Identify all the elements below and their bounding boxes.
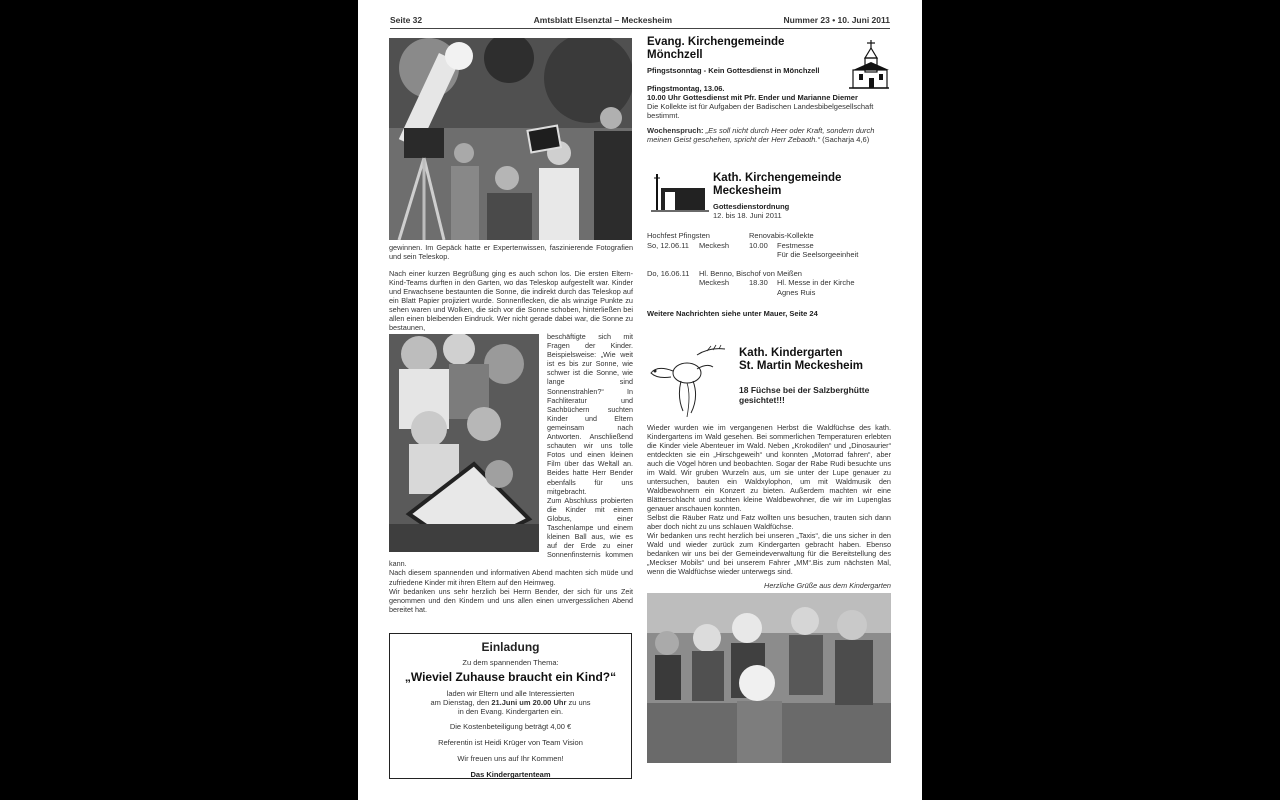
kiga-text-2: Selbst die Räuber Ratz und Fatz wollten uns besuchen, trauten sich dann aber doch nicht zu uns schlauen Waldfüchse.	[647, 513, 891, 531]
schedule-row	[647, 250, 891, 260]
wochenspruch-label: Wochenspruch:	[647, 126, 706, 135]
forest-children-photo	[647, 593, 891, 763]
wochenspruch-text: „Es soll nicht durch Heer oder Kraft, sondern durch meinen Geist geschehen, spricht der Herr Zebaoth.“	[647, 126, 875, 144]
issue-date: Nummer 23 • 10. Juni 2011	[783, 15, 890, 25]
kath-title-2: Meckesheim	[713, 185, 782, 197]
children-globe-photo	[389, 334, 539, 552]
kiga-text-1: Wieder wurden wie im vergangenen Herbst die Waldfüchse des kath. Kindergartens im Wald gesehen. Bei sommerlichen Temperaturen erlebten die Kinder viele Abenteuer im Wald. Neben „Krokodilen“ und „Dinosaurier“ entdeckten sie ein „Hirschgeweih“ und konnten „Motorrad fahren“, aber auch die Vögel hören und beobachten. Sogar der Rabe Rudi besuchte uns im Wald. Wir gruben Wurzeln aus, um sie unter der Lupe genauer zu untersuchen, bauten ein Waldxylophon, um mit Waldmusik den Waldbewohnern ein Konzert zu bieten. Außerdem machten wir eine Blätterschlacht und suchten kleine Waldbewohner, die wir im Lupenglas genauer anschauen konnten.	[647, 423, 891, 513]
evang-wochenspruch	[647, 126, 889, 144]
paragraph-intro: gewinnen. Im Gepäck hatte er Expertenwissen, faszinierende Fotografien und sein Teleskop.	[389, 243, 633, 261]
invitation-line2-a: am Dienstag, den	[430, 698, 492, 707]
kath-church-icon	[651, 174, 709, 219]
schedule-cell: Renovabis-Kollekte	[749, 231, 814, 240]
paragraph-main-1: Nach einer kurzen Begrüßung ging es auch schon los. Die ersten Eltern-Kind-Teams durften in den Garten, wo das Teleskop aufgestellt war. Kinder und Erwachsene bestaunten die Sonne, die indirekt durch das Teleskop auf ein Blatt Papier projiziert wurde. Sonnenflecken, die als winzige Punkte zu sehen waren und Wolken, die sich vor die Sonne schoben, hinterließen bei allen einen bleibenden Eindruck. Wer nicht gerade dabei war, die Sonne zu bestaunen,	[389, 269, 633, 332]
evang-section	[647, 36, 891, 156]
right-column	[647, 36, 891, 763]
wochenspruch-ref: (Sacharja 4,6)	[820, 135, 870, 144]
evang-title-2: Mönchzell	[647, 49, 703, 61]
schedule-cell: Festmesse	[777, 240, 814, 250]
telescope-photo	[389, 38, 632, 240]
schedule-cell: Hochfest Pfingsten	[647, 231, 710, 240]
schedule-cell: Hl. Benno, Bischof von Meißen	[699, 268, 802, 278]
kiga-title-1: Kath. Kindergarten	[739, 347, 843, 359]
schedule-row	[647, 231, 891, 241]
invitation-cost: Die Kostenbeteiligung beträgt 4,00 €	[449, 722, 572, 731]
invitation-subtitle: Zu dem spannenden Thema:	[462, 658, 559, 667]
invitation-speaker: Referentin ist Heidi Krüger von Team Vision	[438, 738, 583, 747]
evang-gottesdienst: 10.00 Uhr Gottesdienst mit Pfr. Ender und Marianne Diemer	[647, 93, 858, 102]
kiga-greeting: Herzliche Grüße aus dem Kindergarten	[764, 581, 891, 590]
church-icon	[849, 40, 889, 95]
invitation-topic: „Wieviel Zuhause braucht ein Kind?“	[404, 670, 617, 684]
kiga-headline-1: 18 Füchse bei der Salzberghütte	[739, 385, 870, 395]
invitation-box	[389, 633, 632, 779]
schedule-cell: Agnes Ruis	[777, 287, 816, 297]
left-column	[389, 38, 633, 614]
invitation-welcome: Wir freuen uns auf Ihr Kommen!	[457, 754, 564, 763]
invitation-details	[390, 689, 631, 716]
schedule-cell: 18.30	[749, 278, 768, 287]
paragraph-main-5: Wir bedanken uns sehr herzlich bei Herrn Bender, der sich für uns Zeit genommen und den Kindern und uns allen einen unvergesslichen Abend bereitet hat.	[389, 586, 633, 614]
publication-name: Amtsblatt Elsenztal – Meckesheim	[533, 15, 673, 25]
invitation-line3: in den Evang. Kindergarten ein.	[457, 707, 564, 716]
invitation-line2	[390, 698, 631, 707]
kath-subtitle-2: 12. bis 18. Juni 2011	[713, 211, 782, 220]
evang-kollekte: Die Kollekte ist für Aufgaben der Badischen Landesbibelgesellschaft bestimmt.	[647, 102, 874, 120]
invitation-date: 21.Juni um 20.00 Uhr	[491, 698, 567, 707]
schedule-row	[647, 278, 891, 288]
kiga-section	[647, 347, 891, 763]
telescope-photo-image	[389, 38, 632, 240]
newspaper-page	[358, 0, 922, 800]
kiga-headline-2: gesichtet!!!	[739, 395, 785, 405]
kiga-title-2: St. Martin Meckesheim	[739, 360, 863, 372]
schedule-row	[647, 241, 891, 251]
paragraph-main-4: Nach diesem spannenden und informativen Abend machten sich müde und zufriedene Kinder mit ihren Eltern auf den Heimweg.	[389, 568, 633, 587]
schedule-cell: 10.00	[749, 240, 768, 250]
kiga-text-3: Wir bedanken uns recht herzlich bei unseren „Taxis“, die uns sicher in den Wald und wieder zurück zum Kindergarten gebracht haben. Ebenso bedanken wir uns bei der Gemeindeverwaltung für die Bereitstellung des „Meckser Mobils“ und bei unserem Fahrer „MM“.Bis zum nächsten Mal, wenn die Waldfüchse wieder unterwegs sind.	[647, 531, 891, 576]
kath-subtitle-1: Gottesdienstordnung	[713, 202, 790, 211]
invitation-title: Einladung	[481, 640, 540, 654]
children-globe-photo-image	[389, 334, 539, 552]
schedule-cell: Hl. Messe in der Kirche	[777, 278, 855, 287]
invitation-line1: laden wir Eltern und alle Interessierten	[446, 689, 575, 698]
schedule-cell: Für die Seelsorgeeinheit	[777, 250, 859, 259]
schedule-row	[647, 269, 891, 279]
page-number: Seite 32	[390, 15, 423, 25]
schedule-cell: Meckesh	[699, 278, 730, 287]
forest-children-photo-image	[647, 593, 891, 763]
invitation-line2-c: zu uns	[566, 698, 591, 707]
paragraph-main-3: Zum Abschluss probierten die Kinder mit einem Globus, einer Taschenlampe und einem kleinen Ball aus, wie es auf der Erde zu einer Sonnenfinsternis kommen kann.	[389, 495, 633, 569]
kath-schedule	[647, 231, 891, 318]
evang-title-1: Evang. Kirchengemeinde	[647, 36, 785, 48]
evang-pfingstmontag: Pfingstmontag, 13.06.	[647, 84, 725, 93]
kath-title-1: Kath. Kirchengemeinde	[713, 172, 842, 184]
paragraph-main-2: beschäftigte sich mit Fragen der Kinder. Beispielsweise: „Wie weit ist es bis zur Sonne, wie schwer ist die Sonne, wie lange sind Sonnenstrahlen?“ In Fachliteratur und Sachbüchern suchten Kinder und Eltern gemeinsam nach Antworten. Anschließend schauten wir uns tolle Fotos und einen kleinen Film über das Weltall an. Beides hatte Herr Bender ebenfalls für uns mitgebracht.	[547, 332, 633, 496]
schedule-cell: So, 12.06.11	[647, 240, 689, 250]
invitation-signature: Das Kindergartenteam	[470, 770, 551, 779]
schedule-cell: Do, 16.06.11	[647, 268, 690, 278]
schedule-row	[647, 288, 891, 298]
schedule-cell: Meckesh	[699, 240, 730, 250]
kath-more-news: Weitere Nachrichten siehe unter Mauer, Seite 24	[647, 309, 818, 318]
evang-pfingstsonntag: Pfingstsonntag - Kein Gottesdienst in Mönchzell	[647, 66, 820, 75]
fox-icon	[647, 343, 731, 422]
page-header	[390, 15, 890, 29]
kath-section	[647, 172, 891, 322]
